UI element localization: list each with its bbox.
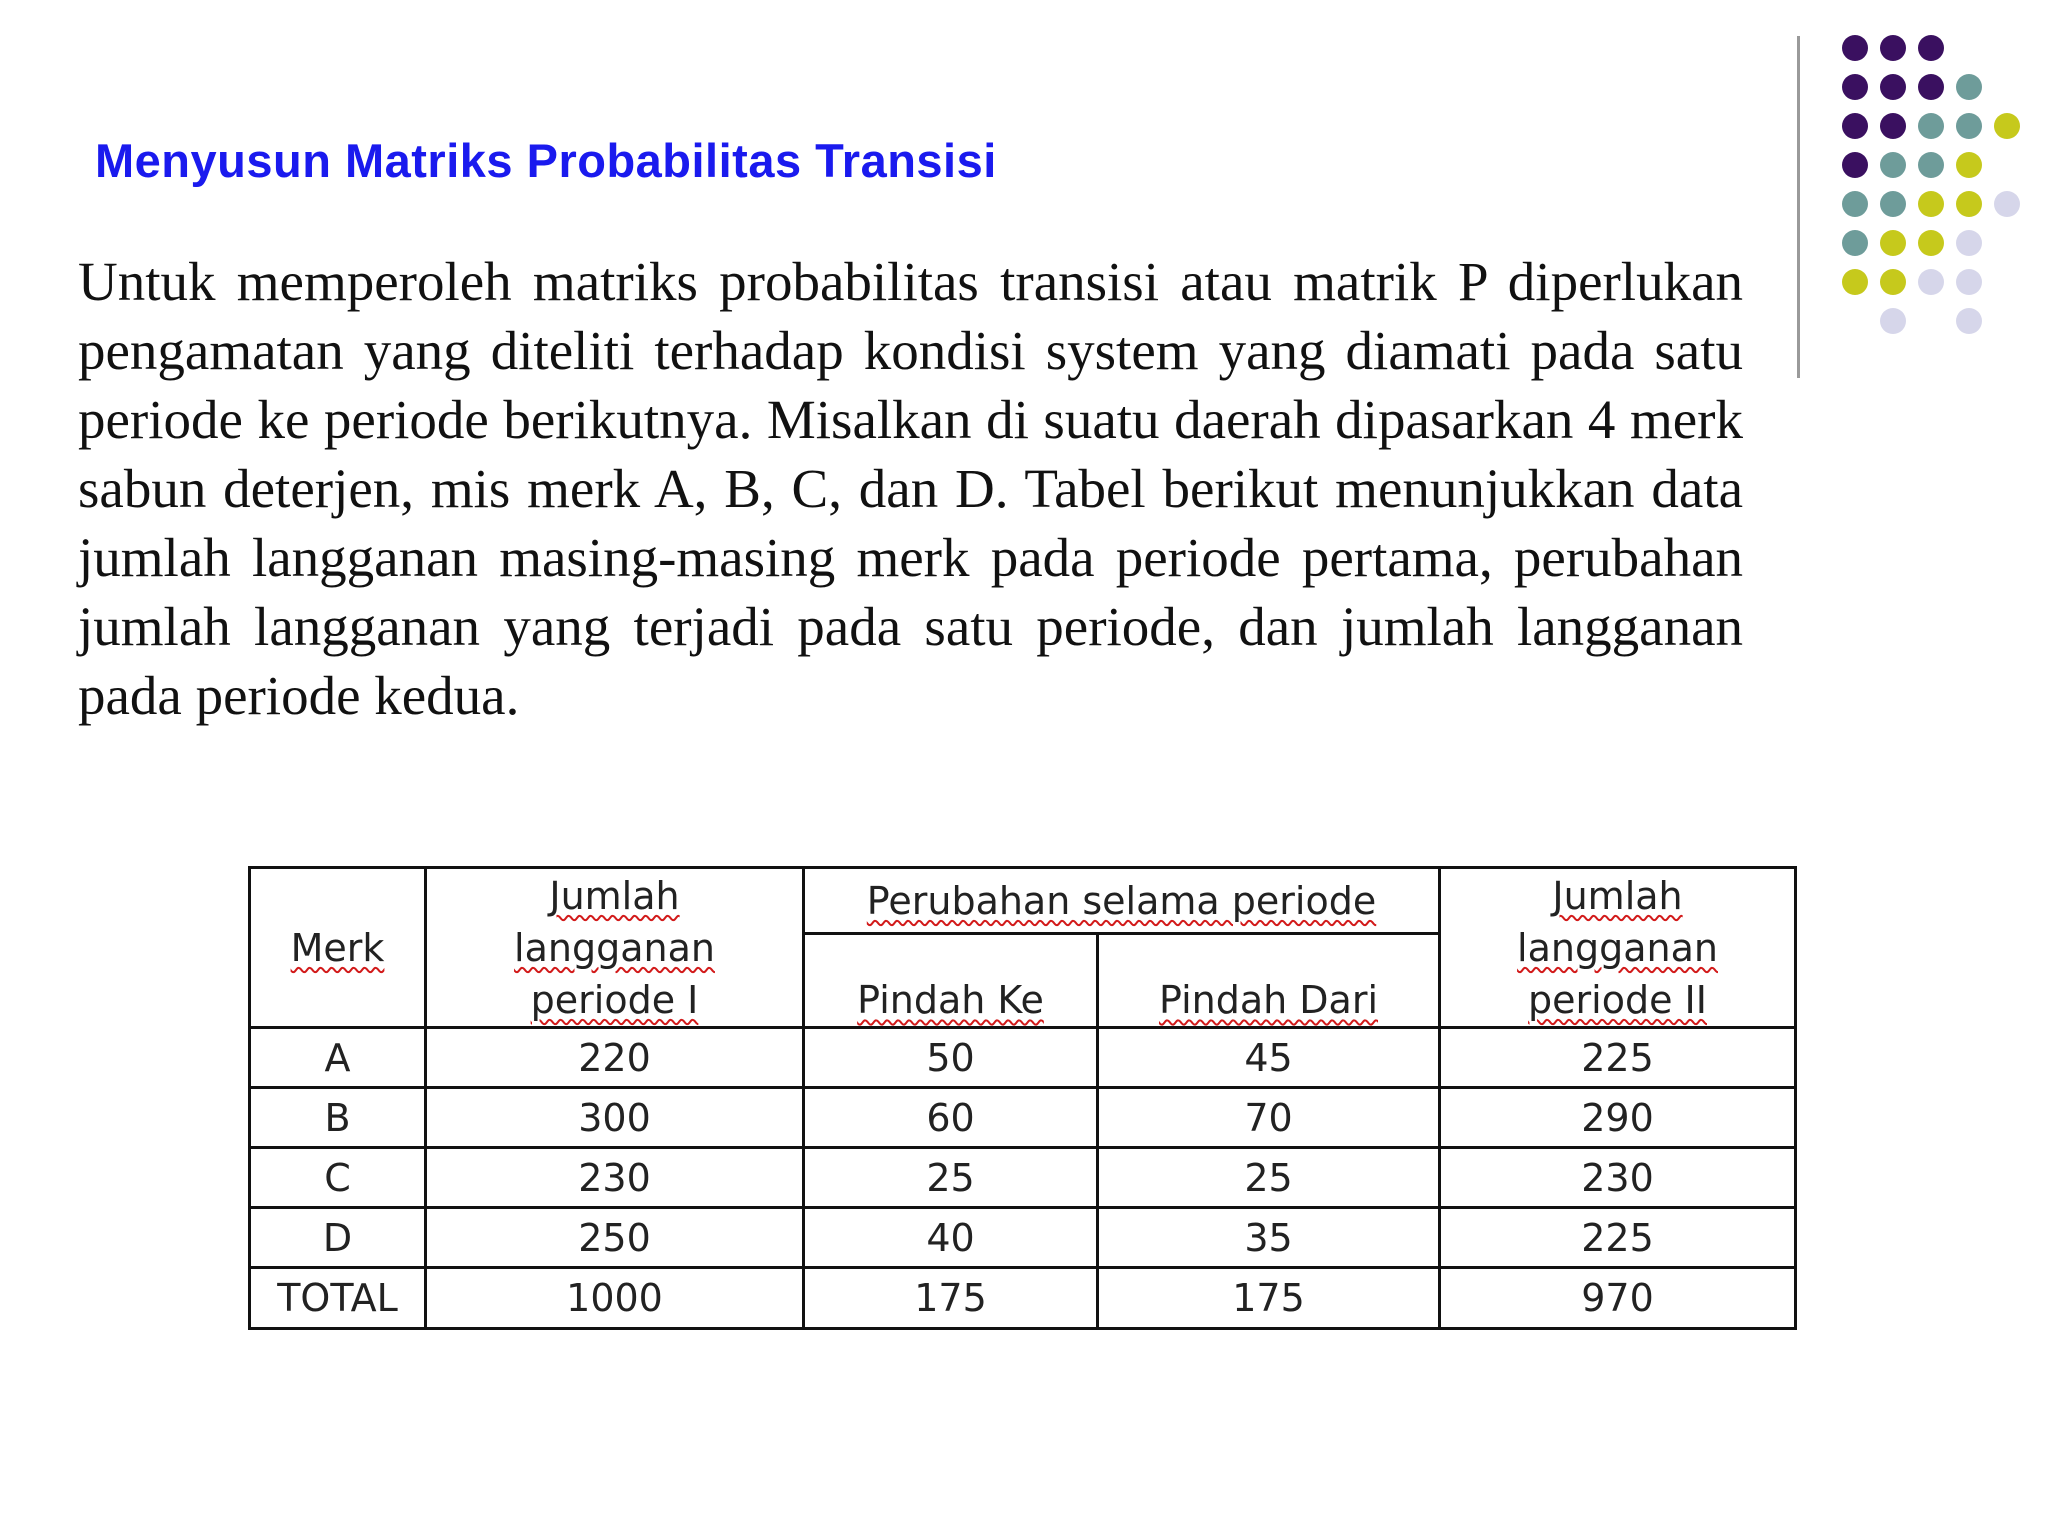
header-merk <box>250 868 426 1028</box>
cell-move-to: 60 <box>804 1088 1098 1148</box>
cell-move-to: 50 <box>804 1028 1098 1088</box>
decorative-dot <box>1842 191 1868 217</box>
decorative-dot <box>1880 269 1906 295</box>
decorative-dot <box>1956 113 1982 139</box>
decorative-dot <box>1842 35 1868 61</box>
cell-move-from: 70 <box>1098 1088 1440 1148</box>
decorative-dot <box>1994 191 2020 217</box>
decorative-divider <box>1797 36 1800 378</box>
cell-period1: 220 <box>426 1028 804 1088</box>
cell-merk: B <box>250 1088 426 1148</box>
table-row <box>250 1088 1796 1148</box>
decorative-dot <box>1956 230 1982 256</box>
decorative-dot <box>1918 74 1944 100</box>
cell-merk: C <box>250 1148 426 1208</box>
decorative-dot <box>1842 74 1868 100</box>
cell-move-to: 40 <box>804 1208 1098 1268</box>
cell-move-from: 35 <box>1098 1208 1440 1268</box>
total-move-from: 175 <box>1098 1268 1440 1329</box>
decorative-dot <box>1842 113 1868 139</box>
decorative-dot <box>1880 74 1906 100</box>
decorative-dot <box>1956 191 1982 217</box>
header-period1: Jumlah langganan periode I <box>426 868 804 1028</box>
decorative-dot <box>1880 113 1906 139</box>
cell-move-from: 25 <box>1098 1148 1440 1208</box>
decorative-dot <box>1918 113 1944 139</box>
cell-period2: 290 <box>1440 1088 1796 1148</box>
decorative-dot <box>1918 269 1944 295</box>
total-move-to: 175 <box>804 1268 1098 1329</box>
table-row <box>250 1028 1796 1088</box>
total-label: TOTAL <box>250 1268 426 1329</box>
decorative-dot <box>1956 269 1982 295</box>
table-header-row <box>250 868 1796 934</box>
cell-move-to: 25 <box>804 1148 1098 1208</box>
body-paragraph: Untuk memperoleh matriks probabilitas transisi atau matrik P diperlukan pengamatan yang diteliti terhadap kondisi system yang diamati pada satu periode ke periode berikutnya. Misalkan di suatu daerah dipasarkan 4 merk sabun deterjen, mis merk A, B, C, dan D. Tabel berikut menunjukkan data jumlah langganan masing-masing merk pada periode pertama, perubahan jumlah langganan yang terjadi pada satu periode, dan jumlah langganan pada periode kedua. <box>78 251 1743 726</box>
decorative-dot <box>1880 308 1906 334</box>
cell-period1: 300 <box>426 1088 804 1148</box>
cell-period1: 250 <box>426 1208 804 1268</box>
header-move-to: Pindah Ke <box>804 934 1098 1028</box>
decorative-dot <box>1880 191 1906 217</box>
header-move-from: Pindah Dari <box>1098 934 1440 1028</box>
decorative-dot <box>1956 308 1982 334</box>
decorative-dot <box>1880 35 1906 61</box>
decorative-dot <box>1956 74 1982 100</box>
total-period1: 1000 <box>426 1268 804 1329</box>
table-total-row <box>250 1268 1796 1329</box>
decorative-dot <box>1842 152 1868 178</box>
cell-merk: D <box>250 1208 426 1268</box>
total-period2: 970 <box>1440 1268 1796 1329</box>
cell-period2: 225 <box>1440 1208 1796 1268</box>
decorative-dot <box>1880 230 1906 256</box>
decorative-dot <box>1918 230 1944 256</box>
cell-period2: 225 <box>1440 1028 1796 1088</box>
cell-merk: A <box>250 1028 426 1088</box>
decorative-dot <box>1918 191 1944 217</box>
slide-title: Menyusun Matriks Probabilitas Transisi <box>95 134 997 187</box>
cell-period1: 230 <box>426 1148 804 1208</box>
header-merk-label: Merk <box>290 925 385 970</box>
decorative-dot <box>1918 152 1944 178</box>
table-row <box>250 1208 1796 1268</box>
cell-period2: 230 <box>1440 1148 1796 1208</box>
decorative-dot <box>1918 35 1944 61</box>
header-period2: Jumlah langganan periode II <box>1440 868 1796 1028</box>
decorative-dot <box>1880 152 1906 178</box>
decorative-dot <box>1842 269 1868 295</box>
decorative-dot <box>1994 113 2020 139</box>
table-row <box>250 1148 1796 1208</box>
decorative-dot <box>1842 230 1868 256</box>
subscriber-table <box>248 866 1797 1330</box>
cell-move-from: 45 <box>1098 1028 1440 1088</box>
header-change-group: Perubahan selama periode <box>804 868 1440 934</box>
decorative-dot <box>1956 152 1982 178</box>
